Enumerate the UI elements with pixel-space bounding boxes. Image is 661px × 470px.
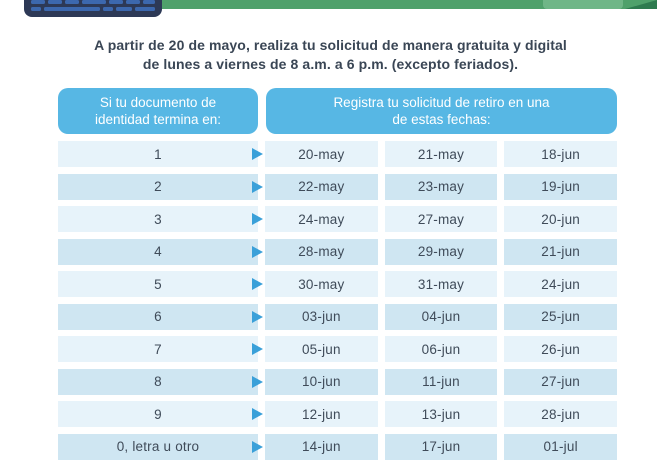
date-cell-1: [265, 304, 378, 330]
arrow-right-icon: [252, 278, 263, 290]
date-text: 14-jun: [301, 439, 341, 454]
green-banner-strip: [155, 0, 657, 9]
document-digit-cell: 6: [58, 304, 258, 330]
table-row: [58, 304, 617, 330]
table-row: [58, 369, 617, 395]
date-cell-1: [265, 336, 378, 362]
date-cell-2: 17-jun: [385, 434, 498, 460]
date-text: 28-may: [298, 244, 345, 259]
date-cell-1: [265, 369, 378, 395]
document-digit-cell: 8: [58, 369, 258, 395]
date-text: 10-jun: [301, 374, 341, 389]
keyboard-key: [126, 0, 140, 4]
keyboard-key: [135, 7, 155, 11]
arrow-right-icon: [252, 311, 263, 323]
keyboard-key: [48, 0, 62, 4]
arrow-right-icon: [252, 441, 263, 453]
intro-line-2: de lunes a viernes de 8 a.m. a 6 p.m. (excepto feriados).: [142, 55, 519, 72]
table-row: [58, 271, 617, 297]
date-cell-2: 31-may: [385, 271, 498, 297]
keyboard-key: [65, 0, 79, 4]
table-body: [58, 141, 617, 460]
green-banner-dark-wedge: [625, 0, 657, 9]
header-register-dates: [266, 88, 617, 134]
document-digit-cell: 3: [58, 206, 258, 232]
date-cell-2: 21-may: [385, 141, 498, 167]
date-cell-2: 29-may: [385, 239, 498, 265]
table-row: [58, 206, 617, 232]
date-cell-1: [265, 174, 378, 200]
document-digit-cell: 1: [58, 141, 258, 167]
keyboard-key: [31, 0, 45, 4]
document-digit-cell: 7: [58, 336, 258, 362]
arrow-right-icon: [252, 148, 263, 160]
date-cell-2: 11-jun: [385, 369, 498, 395]
table-row: [58, 141, 617, 167]
date-cell-2: 27-may: [385, 206, 498, 232]
date-cell-3: 18-jun: [504, 141, 617, 167]
date-cell-2: 06-jun: [385, 336, 498, 362]
arrow-right-icon: [252, 246, 263, 258]
date-cell-2: 23-may: [385, 174, 498, 200]
keyboard-key: [103, 7, 113, 11]
header-document-ends-in: [58, 88, 258, 134]
arrow-right-icon: [252, 408, 263, 420]
keyboard-key: [143, 0, 155, 4]
date-cell-3: 26-jun: [504, 336, 617, 362]
date-cell-1: [265, 239, 378, 265]
date-text: 12-jun: [301, 406, 341, 422]
date-cell-3: 24-jun: [504, 271, 617, 297]
table-row: [58, 174, 617, 200]
date-text: 24-may: [298, 211, 345, 227]
date-cell-1: [265, 434, 378, 460]
arrow-right-icon: [252, 181, 263, 193]
keyboard-key: [116, 7, 132, 11]
keyboard-key: [109, 0, 123, 4]
keyboard-spacebar-key: [44, 7, 100, 11]
date-cell-3: 21-jun: [504, 239, 617, 265]
date-cell-1: [265, 401, 378, 427]
intro-line-1: A partir de 20 de mayo, realiza tu solicitud de manera gratuita y digital: [94, 37, 567, 53]
keyboard-key: [82, 0, 106, 4]
header-register-dates-label: Registra tu solicitud de retiro en una de estas fechas:: [333, 95, 550, 127]
date-cell-1: [265, 271, 378, 297]
date-cell-1: [265, 206, 378, 232]
date-cell-1: [265, 141, 378, 167]
withdrawal-schedule-table: [58, 88, 617, 460]
arrow-right-icon: [252, 213, 263, 225]
date-cell-3: 19-jun: [504, 174, 617, 200]
document-digit-cell: 9: [58, 401, 258, 427]
date-cell-3: 01-jul: [504, 434, 617, 460]
table-row: [58, 401, 617, 427]
document-digit-cell: 2: [58, 174, 258, 200]
header-document-ends-in-label: Si tu documento de identidad termina en:: [94, 95, 222, 127]
keyboard-illustration: [24, 0, 162, 17]
date-cell-3: 25-jun: [504, 304, 617, 330]
table-row: [58, 239, 617, 265]
green-banner-highlight: [543, 0, 623, 9]
date-text: 30-may: [298, 276, 345, 292]
table-header-row: [58, 88, 617, 134]
arrow-right-icon: [252, 376, 263, 388]
date-text: 20-may: [298, 146, 345, 162]
date-cell-2: 04-jun: [385, 304, 498, 330]
date-cell-3: 20-jun: [504, 206, 617, 232]
date-text: 03-jun: [301, 309, 341, 324]
document-digit-cell: 5: [58, 271, 258, 297]
date-cell-2: 13-jun: [385, 401, 498, 427]
table-row: [58, 336, 617, 362]
document-digit-cell: 4: [58, 239, 258, 265]
document-digit-cell: 0, letra u otro: [58, 434, 258, 460]
arrow-right-icon: [252, 343, 263, 355]
date-cell-3: 27-jun: [504, 369, 617, 395]
table-row: [58, 434, 617, 460]
date-text: 05-jun: [301, 341, 341, 357]
date-text: 22-may: [298, 179, 345, 194]
keyboard-key: [31, 7, 41, 11]
date-cell-3: 28-jun: [504, 401, 617, 427]
intro-text: [0, 36, 661, 73]
